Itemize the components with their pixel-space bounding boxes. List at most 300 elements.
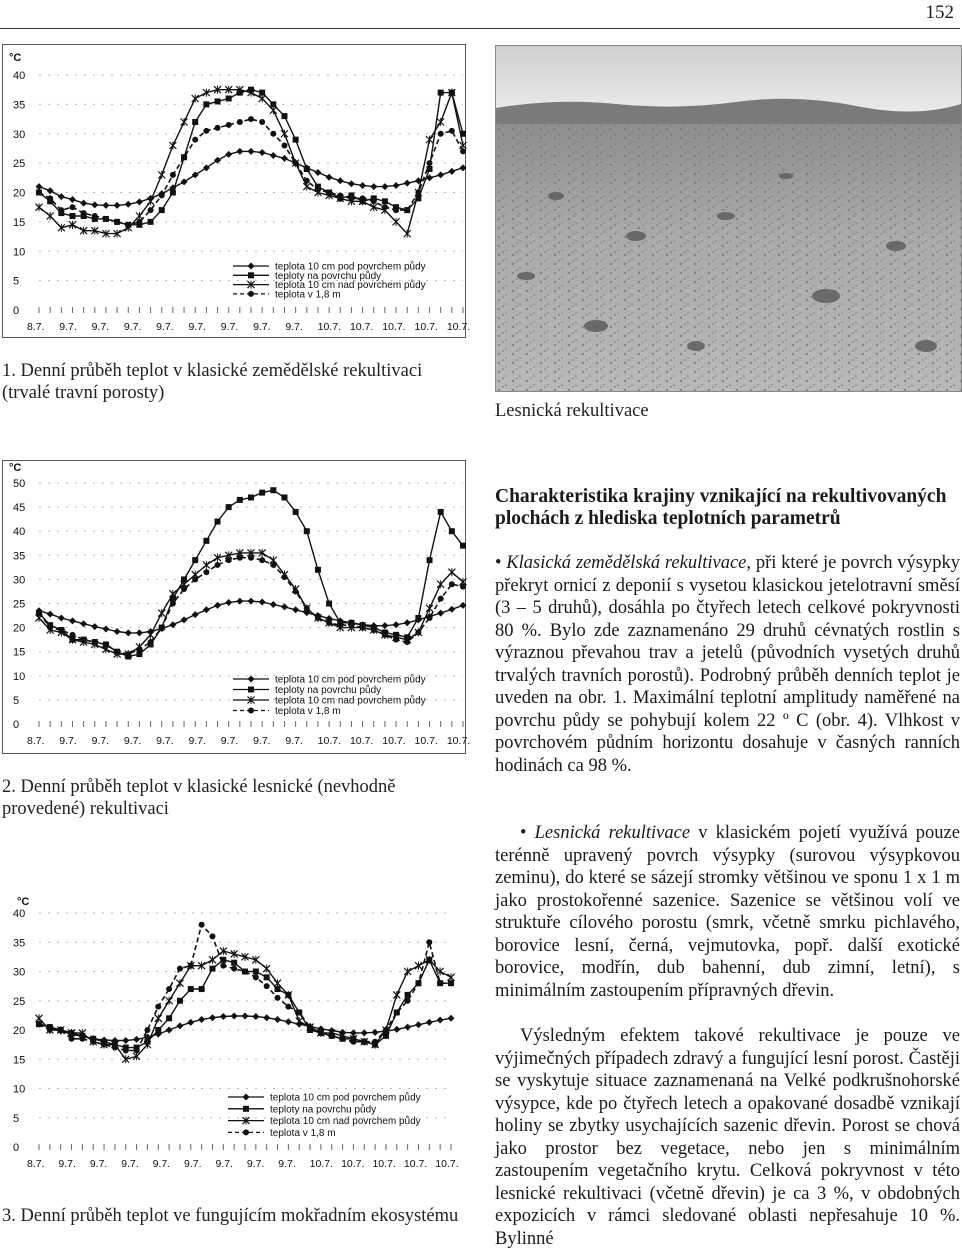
data-point: [226, 96, 232, 102]
chart-1: [2, 44, 471, 338]
data-point: [293, 509, 299, 515]
data-point: [225, 151, 232, 158]
data-point: [231, 966, 237, 972]
data-point: [220, 1013, 227, 1020]
x-tick-label: 9.7.: [220, 321, 239, 333]
data-point: [460, 164, 467, 171]
data-point: [102, 626, 109, 633]
data-point: [449, 128, 455, 134]
data-point: [192, 557, 198, 563]
data-point: [381, 183, 388, 190]
series-line: [39, 558, 463, 654]
data-point: [370, 183, 377, 190]
data-point: [125, 629, 132, 636]
data-point: [263, 1014, 270, 1021]
legend-label: teplota v 1,8 m: [275, 289, 341, 301]
y-tick-label: 25: [13, 158, 26, 171]
data-point: [158, 171, 165, 179]
data-point: [192, 95, 199, 103]
data-point: [259, 95, 266, 103]
series-3: [36, 947, 455, 1063]
data-point: [248, 148, 255, 155]
x-tick-label: 9.7.: [220, 735, 239, 747]
data-point: [90, 1039, 96, 1045]
data-point: [326, 601, 332, 607]
data-point: [318, 1030, 324, 1036]
y-tick-label: 20: [13, 1025, 26, 1037]
data-point: [188, 963, 194, 969]
data-point: [203, 101, 209, 107]
data-point: [103, 216, 109, 222]
data-point: [47, 195, 53, 201]
data-point: [231, 960, 237, 966]
data-point: [226, 122, 232, 128]
data-point: [58, 614, 65, 621]
data-point: [203, 569, 209, 575]
data-point: [237, 497, 243, 503]
data-point: [393, 621, 400, 628]
data-point: [314, 169, 321, 176]
y-tick-label: 15: [13, 216, 26, 229]
data-point: [382, 198, 388, 204]
legend-label: teplota 10 cm pod povrchem půdy: [270, 1092, 421, 1104]
y-tick-label: 5: [13, 1112, 20, 1125]
data-point: [360, 195, 366, 201]
x-tick-label: 10.7.: [317, 321, 342, 333]
y-tick-label: 20: [13, 187, 26, 200]
data-point: [281, 603, 288, 610]
data-point: [426, 604, 433, 612]
data-point: [114, 628, 121, 635]
y-tick-label: 0: [13, 1142, 20, 1154]
data-point: [438, 596, 444, 602]
data-point: [415, 980, 421, 986]
data-point: [460, 584, 466, 590]
legend-label: teplota 10 cm nad povrchem půdy: [270, 1116, 421, 1128]
data-point: [404, 180, 411, 187]
data-point: [449, 581, 455, 587]
data-point: [181, 586, 187, 592]
data-point: [133, 1036, 140, 1043]
series-1: [36, 598, 467, 637]
data-point: [36, 190, 42, 196]
data-point: [181, 154, 187, 160]
x-tick-label: 9.7.: [215, 1158, 233, 1170]
x-tick-label: 9.7.: [156, 321, 174, 333]
data-point: [248, 555, 254, 561]
data-point: [159, 192, 165, 198]
data-point: [215, 125, 221, 131]
y-tick-label: 30: [13, 966, 26, 979]
x-tick-label: 8.7.: [27, 735, 45, 747]
data-point: [214, 602, 221, 609]
data-point: [80, 200, 87, 207]
data-point: [405, 998, 411, 1004]
data-point: [426, 136, 433, 144]
data-point: [192, 576, 198, 582]
series-line: [39, 925, 451, 1051]
data-point: [69, 632, 75, 638]
top-rule: [0, 28, 960, 29]
legend-label: teplota v 1,8 m: [270, 1127, 336, 1139]
x-tick-label: 10.7.: [403, 1158, 428, 1170]
y-tick-label: 15: [13, 1054, 26, 1067]
data-point: [248, 598, 255, 605]
x-tick-label: 9.7.: [89, 1158, 108, 1170]
data-point: [47, 1027, 53, 1033]
series-3: [36, 86, 467, 238]
legend-label: teploty na povrchu půdy: [275, 270, 382, 282]
y-unit-label: °C: [9, 462, 22, 474]
data-point: [220, 963, 226, 969]
paragraph-3-text: Výsledným efektem takové rekultivace je pouze ve výjimečných případech zdravý a fungující lesní porost. Častěji se vyskytuje situace zaznamenaná na Velké podkrušnohorské výsypce, kde po čtyřech letech a opakované dosadbě vznikají holiny se zbytky usychajících sazenic dřevin. Porost se chová jako prostor bez vegetace, nebo jen s minimálním zastoupením vegetačního krytu. Celková pokryvnost v této lesnické rekultivaci (včetně dřevin) je ca 3 %, v obdobných expozicích v rámci sledované oblasti nepřesahuje 10 %. Bylinné: [495, 1026, 960, 1249]
data-point: [203, 128, 209, 134]
data-point: [225, 599, 232, 606]
data-point: [170, 601, 176, 607]
series-line: [39, 90, 463, 234]
data-point: [114, 219, 120, 225]
y-tick-label: 50: [13, 478, 26, 490]
chart-3-svg: [3, 885, 465, 1175]
data-point: [281, 113, 287, 119]
x-tick-label: 9.7.: [91, 735, 110, 747]
data-point: [134, 1047, 140, 1053]
x-tick-label: 10.7.: [372, 1158, 396, 1170]
data-point: [36, 610, 42, 616]
data-point: [253, 974, 259, 980]
data-point: [438, 90, 444, 96]
data-point: [215, 519, 221, 525]
legend-label: teplota 10 cm nad povrchem půdy: [275, 280, 426, 292]
data-point: [404, 230, 411, 238]
data-point: [293, 588, 299, 594]
series-2: [36, 87, 466, 228]
data-point: [125, 222, 131, 228]
data-point: [437, 980, 443, 986]
x-tick-label: 10.7.: [382, 321, 406, 333]
legend-label: teplota 10 cm pod povrchem půdy: [275, 674, 426, 686]
data-point: [296, 1017, 303, 1025]
series-4: [36, 555, 466, 657]
x-tick-label: 10.7.: [309, 1158, 334, 1170]
data-point: [427, 166, 433, 172]
data-point: [209, 933, 215, 939]
data-point: [337, 177, 344, 184]
data-point: [326, 174, 333, 181]
data-point: [281, 574, 287, 580]
x-tick-label: 9.7.: [121, 1158, 139, 1170]
data-point: [181, 178, 188, 185]
chart-2: [2, 460, 471, 754]
data-point: [176, 979, 183, 987]
data-point: [296, 1009, 302, 1015]
landscape-photo: [496, 46, 961, 391]
data-point: [136, 646, 142, 652]
data-point: [166, 1027, 173, 1034]
data-point: [404, 968, 411, 976]
data-point: [80, 620, 87, 627]
data-point: [166, 1015, 172, 1021]
x-tick-label: 8.7.: [27, 1158, 45, 1170]
data-point: [192, 611, 199, 618]
data-point: [437, 580, 444, 588]
data-point: [36, 183, 43, 190]
bullet: •: [520, 823, 535, 843]
data-point: [448, 168, 455, 175]
data-point: [125, 651, 131, 657]
data-point: [69, 1036, 75, 1042]
data-point: [236, 148, 243, 155]
legend: [233, 261, 426, 301]
x-tick-label: 8.7.: [27, 321, 45, 333]
data-point: [437, 118, 444, 126]
data-point: [209, 1014, 216, 1021]
x-tick-label: 9.7.: [59, 735, 77, 747]
data-point: [91, 623, 98, 630]
chart-3-caption: 3. Denní průběh teplot ve fungujícím mokřadním ekosystému: [2, 1206, 459, 1226]
paragraph-2: [495, 822, 960, 1002]
data-point: [382, 632, 388, 638]
data-point: [253, 969, 259, 975]
data-point: [58, 627, 64, 633]
data-point: [382, 204, 388, 210]
data-point: [448, 980, 454, 986]
data-point: [69, 617, 76, 624]
data-point: [242, 969, 248, 975]
series-line: [39, 601, 463, 633]
data-point: [393, 1026, 400, 1033]
x-tick-label: 9.7.: [123, 735, 142, 747]
data-point: [359, 182, 366, 189]
x-tick-label: 9.7.: [152, 1158, 171, 1170]
data-point: [248, 494, 254, 500]
data-point: [304, 605, 310, 611]
x-tick-label: 9.7.: [285, 321, 303, 333]
data-point: [122, 1037, 129, 1044]
data-point: [304, 166, 310, 172]
chart-2-caption: 2. Denní průběh teplot v klasické lesnické (nevhodně provedené) rekultivaci: [2, 777, 396, 819]
y-tick-label: 40: [13, 70, 26, 82]
legend-label: teploty na povrchu půdy: [275, 685, 382, 696]
data-point: [192, 137, 198, 143]
data-point: [371, 627, 377, 633]
legend-marker: [248, 676, 255, 683]
data-point: [103, 641, 109, 647]
data-point: [69, 204, 75, 210]
data-point: [460, 602, 467, 609]
data-point: [274, 1016, 281, 1023]
data-point: [192, 171, 199, 178]
data-point: [136, 629, 143, 636]
data-point: [123, 1047, 129, 1053]
data-point: [114, 649, 120, 655]
data-point: [231, 1012, 238, 1019]
data-point: [415, 962, 422, 970]
x-tick-label: 9.7.: [188, 321, 206, 333]
data-point: [209, 966, 215, 972]
data-point: [259, 119, 265, 125]
data-point: [169, 142, 176, 150]
legend-marker: [243, 1129, 249, 1135]
series-1: [36, 148, 467, 209]
data-point: [155, 1004, 161, 1010]
data-point: [47, 625, 53, 631]
data-point: [393, 991, 400, 999]
data-point: [136, 219, 142, 225]
data-point: [448, 1015, 455, 1022]
data-point: [203, 538, 209, 544]
legend-marker: [243, 1094, 250, 1101]
data-point: [337, 192, 343, 198]
data-point: [281, 155, 288, 162]
data-point: [340, 1036, 346, 1042]
y-tick-label: 10: [13, 246, 26, 259]
data-point: [426, 939, 432, 945]
data-point: [192, 119, 198, 125]
data-point: [437, 171, 444, 178]
data-point: [81, 210, 87, 216]
x-tick-label: 10.7.: [446, 735, 471, 747]
data-point: [91, 201, 98, 208]
series-2: [36, 487, 466, 659]
y-tick-label: 45: [13, 502, 26, 515]
data-point: [177, 998, 183, 1004]
data-point: [438, 509, 444, 515]
data-point: [58, 193, 65, 200]
data-point: [158, 609, 165, 617]
data-point: [404, 639, 410, 645]
data-point: [270, 106, 277, 114]
paragraph-1-lead: Klasická zemědělská rekultivace: [506, 553, 747, 573]
y-tick-label: 40: [13, 526, 26, 539]
data-point: [215, 562, 221, 568]
data-point: [404, 1024, 411, 1031]
data-point: [136, 198, 143, 205]
y-tick-label: 0: [13, 305, 20, 317]
legend: [228, 1092, 421, 1139]
legend-marker: [248, 291, 254, 297]
data-point: [460, 148, 466, 154]
page-number: 152: [925, 2, 954, 23]
data-point: [337, 622, 343, 628]
data-point: [69, 196, 76, 203]
data-point: [361, 1039, 367, 1045]
data-point: [304, 528, 310, 534]
chart-3: [2, 884, 466, 1176]
y-tick-label: 0: [13, 719, 20, 731]
data-point: [303, 183, 310, 191]
x-tick-label: 10.7.: [317, 735, 342, 747]
data-point: [360, 625, 366, 631]
data-point: [47, 212, 54, 220]
x-tick-label: 10.7.: [446, 321, 471, 333]
data-point: [427, 160, 433, 166]
data-point: [147, 197, 154, 205]
data-point: [263, 965, 270, 973]
data-point: [448, 568, 455, 576]
data-point: [259, 490, 265, 496]
x-tick-label: 10.7.: [414, 321, 438, 333]
paragraph-2-lead: Lesnická rekultivace: [534, 823, 691, 843]
data-point: [170, 190, 176, 196]
data-point: [264, 974, 270, 980]
data-point: [58, 207, 64, 213]
legend-label: teploty na povrchu půdy: [270, 1104, 377, 1116]
data-point: [102, 202, 109, 209]
data-point: [304, 178, 310, 184]
series-1: [36, 1012, 455, 1044]
data-point: [166, 986, 172, 992]
x-tick-label: 10.7.: [349, 321, 374, 333]
x-tick-label: 10.7.: [349, 735, 374, 747]
paragraph-1-text: , při které je povrch výsypky překryt ornicí z deponií s vysetou klasickou jetelotravní směsí (3 – 5 druhů), dosáhla po čtyřech letech celkové pokryvnosti 80 %. Bylo zde zaznamenáno 29 druhů cévnatých rostlin s výraznou převahou trav a jetelů (původních vysetých druhů trvalých travních porostů). Podrobný průběh denních teplot je uveden na obr. 1. Maximální teplotní amplitudy naměřené na povrchu půdy se pohybují kolem 22 º C (obr. 4). Vlhkost v povrchovém půdním horizontu dosahuje v časných ranních hodinách ca 98 %.: [495, 553, 960, 776]
data-point: [415, 629, 421, 635]
chart-1-caption: 1. Denní průběh teplot v klasické zemědělské rekultivaci (trvalé travní porosty): [2, 361, 423, 403]
x-tick-label: 9.7.: [278, 1158, 296, 1170]
x-tick-label: 9.7.: [58, 1158, 76, 1170]
y-tick-label: 5: [13, 694, 20, 707]
data-point: [199, 922, 205, 928]
series-line: [39, 151, 463, 205]
data-point: [112, 1045, 118, 1051]
data-point: [326, 190, 332, 196]
x-tick-label: 9.7.: [184, 1158, 202, 1170]
data-point: [426, 1019, 433, 1026]
data-point: [181, 616, 188, 623]
data-point: [427, 615, 433, 621]
x-tick-label: 10.7.: [341, 1158, 365, 1170]
data-point: [315, 567, 321, 573]
data-point: [264, 983, 270, 989]
data-point: [307, 1024, 313, 1030]
paragraph-3: [495, 1025, 960, 1250]
data-point: [176, 1022, 183, 1029]
x-tick-label: 9.7.: [59, 321, 77, 333]
y-tick-label: 20: [13, 622, 26, 635]
data-point: [393, 637, 399, 643]
data-point: [285, 1018, 292, 1025]
data-point: [315, 615, 321, 621]
x-tick-label: 10.7.: [414, 735, 438, 747]
data-point: [270, 131, 276, 137]
data-point: [348, 195, 354, 201]
data-point: [36, 203, 43, 211]
data-point: [415, 615, 421, 621]
data-point: [281, 143, 287, 149]
data-point: [188, 986, 194, 992]
chart-1-svg: [3, 45, 471, 337]
data-point: [404, 207, 410, 213]
data-point: [148, 639, 154, 645]
data-point: [187, 1019, 194, 1026]
data-point: [437, 1017, 444, 1024]
data-point: [326, 620, 332, 626]
y-tick-label: 25: [13, 598, 26, 611]
data-point: [383, 1027, 389, 1033]
data-point: [36, 1021, 42, 1027]
photo-caption: Lesnická rekultivace: [495, 401, 649, 421]
y-tick-label: 40: [13, 908, 26, 920]
data-point: [293, 137, 299, 143]
data-point: [292, 606, 299, 613]
x-tick-label: 9.7.: [156, 735, 174, 747]
data-point: [242, 1012, 249, 1019]
data-point: [36, 1014, 43, 1022]
data-point: [438, 131, 444, 137]
data-point: [275, 995, 281, 1001]
y-unit-label: °C: [9, 52, 22, 64]
data-point: [270, 487, 276, 493]
